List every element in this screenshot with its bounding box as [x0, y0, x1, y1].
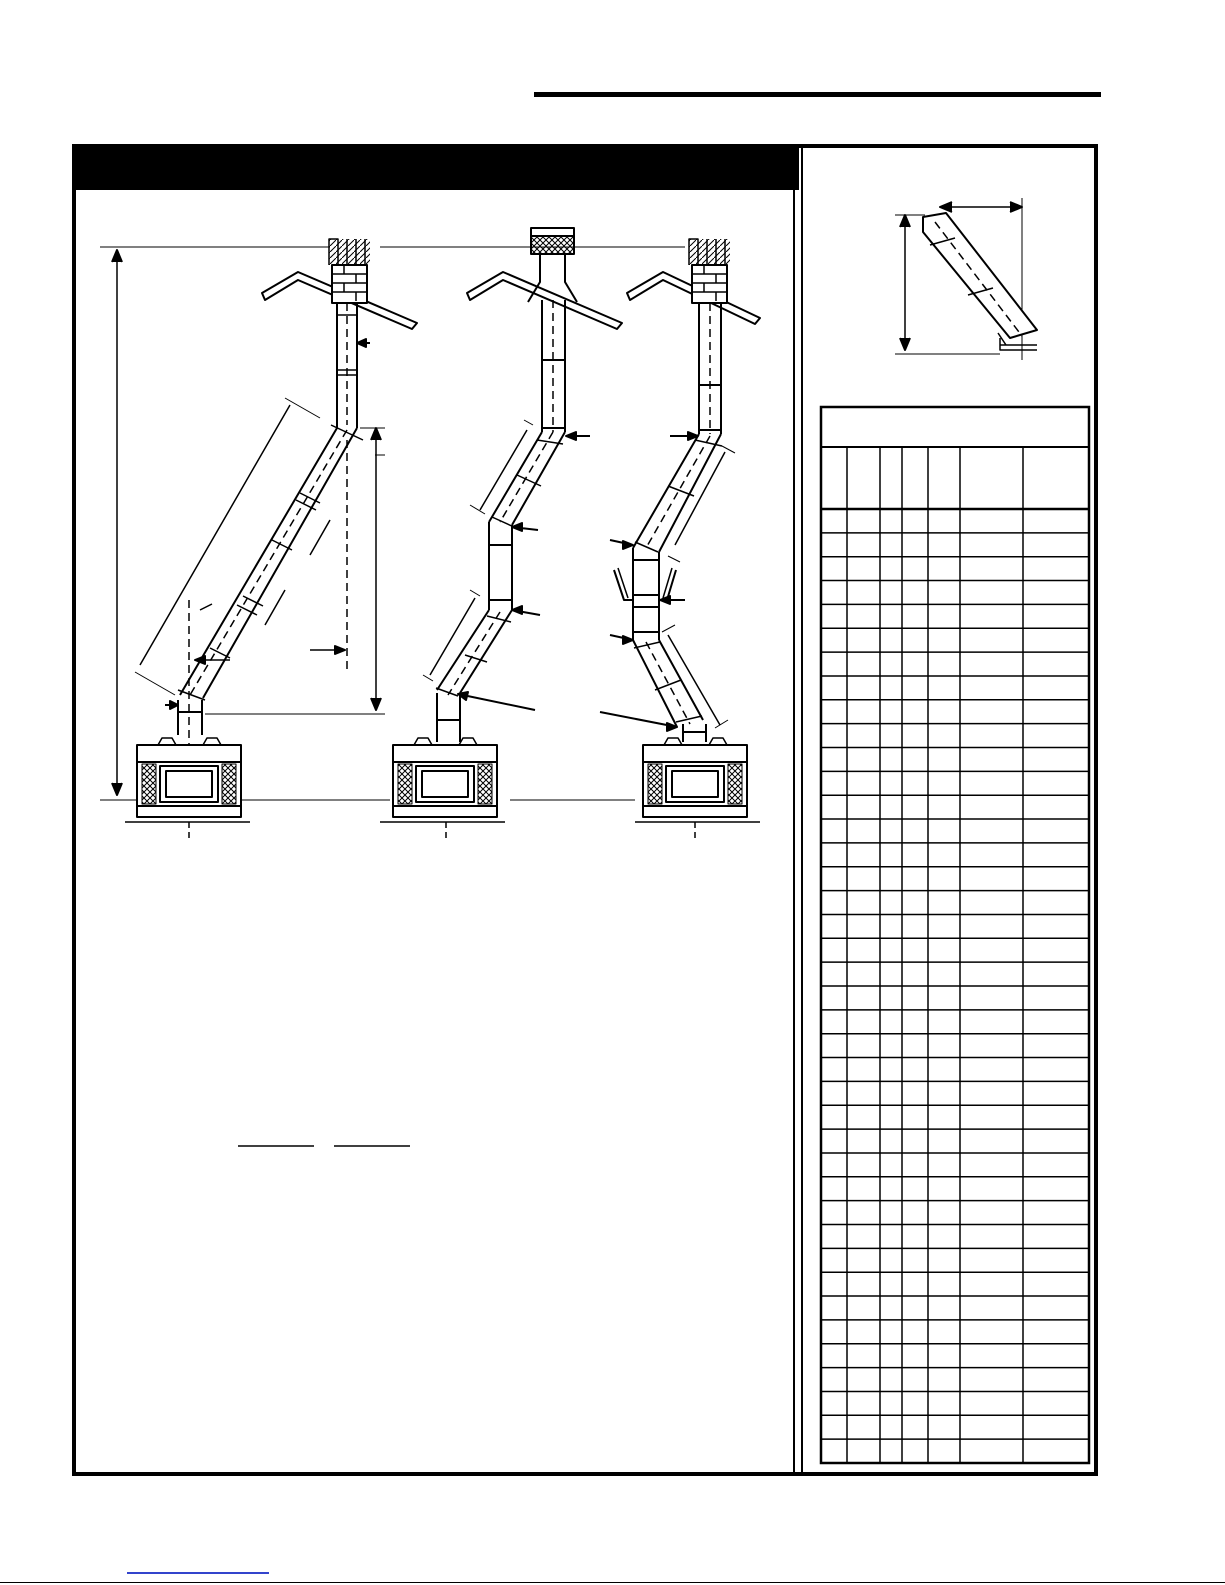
fireplace-icon [137, 738, 241, 817]
fireplace-icon [393, 738, 497, 817]
footer-rule [0, 1582, 1225, 1583]
chimney-icon [329, 239, 370, 303]
fireplace-icon [643, 738, 747, 817]
roof-icon [467, 272, 622, 329]
installation-1 [100, 239, 417, 840]
installation-3 [600, 239, 760, 840]
chimney-icon [689, 239, 730, 303]
installation-2 [380, 228, 685, 840]
offset-table [821, 407, 1089, 1463]
offset-elbow-icon [895, 198, 1037, 360]
footer-link[interactable] [127, 1572, 269, 1574]
termination-cap-icon [528, 228, 577, 302]
